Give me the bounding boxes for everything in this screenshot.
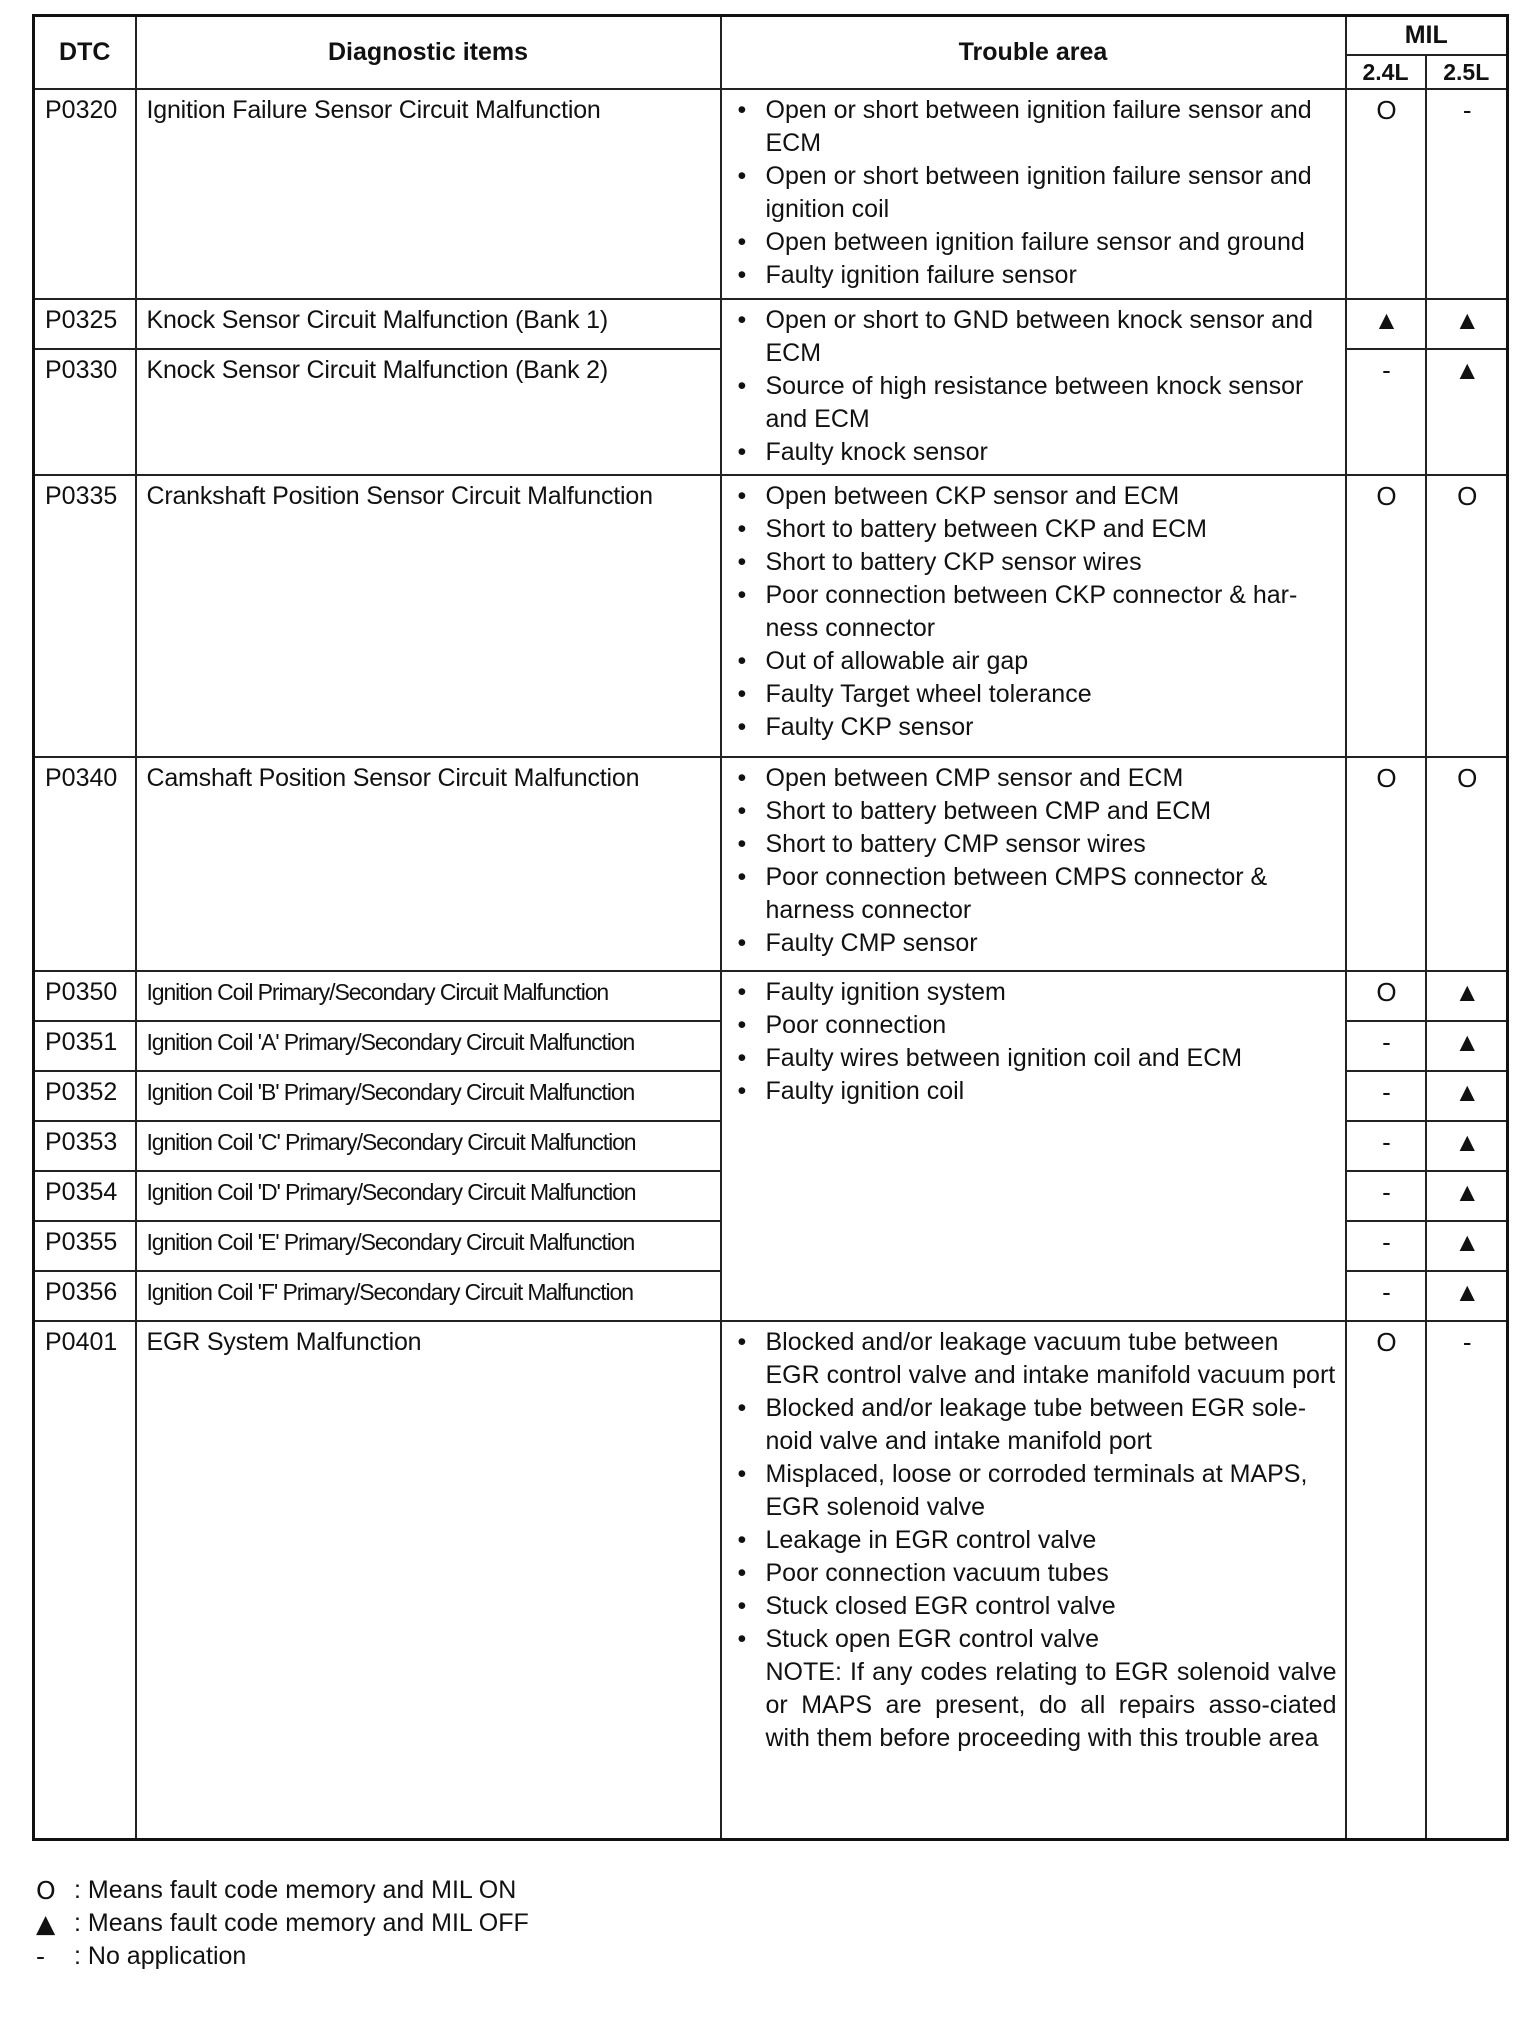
mil-2-4l: - [1346, 1021, 1426, 1071]
trouble-area-cell [721, 299, 1346, 475]
header-mil: MIL [1346, 16, 1508, 56]
table-row [34, 757, 1508, 971]
document-page [32, 14, 1506, 1841]
mil-2-4l: ▲ [1346, 299, 1426, 349]
mil-2-4l: - [1346, 1271, 1426, 1321]
mil-2-5l: ▲ [1426, 1221, 1508, 1271]
mil-2-5l: ▲ [1426, 1071, 1508, 1121]
header-dtc: DTC [34, 16, 136, 90]
mil-2-4l: O [1346, 1321, 1426, 1839]
dtc-table [32, 14, 1509, 1841]
trouble-item: • Open or short between ignition failure sensor and ECM [732, 94, 1337, 160]
mil-2-5l: O [1426, 757, 1508, 971]
table-row [34, 475, 1508, 757]
trouble-list [732, 976, 1337, 1108]
mil-2-5l: ▲ [1426, 349, 1508, 475]
diagnostic-item: Knock Sensor Circuit Malfunction (Bank 1) [136, 299, 721, 349]
diagnostic-item: Ignition Coil 'B' Primary/Secondary Circuit Malfunction [136, 1071, 721, 1121]
dtc-code: P0351 [34, 1021, 136, 1071]
trouble-item: • Faulty CKP sensor [732, 711, 1337, 744]
trouble-item: • Faulty wires between ignition coil and ECM [732, 1042, 1337, 1075]
trouble-area-cell [721, 757, 1346, 971]
table-row [34, 89, 1508, 299]
trouble-item: • Poor connection between CMPS connector & harness connector [732, 861, 1337, 927]
trouble-item: • Poor connection [732, 1009, 1337, 1042]
legend-text: : Means fault code memory and MIL ON [74, 1876, 517, 1904]
trouble-item: • Open between CMP sensor and ECM [732, 762, 1337, 795]
trouble-item: • Short to battery CKP sensor wires [732, 546, 1337, 579]
dtc-code: P0330 [34, 349, 136, 475]
legend-item [36, 1907, 529, 1940]
trouble-item: • Short to battery between CKP and ECM [732, 513, 1337, 546]
trouble-item: • Faulty Target wheel tolerance [732, 678, 1337, 711]
mil-2-5l: ▲ [1426, 1271, 1508, 1321]
mil-2-4l: O [1346, 757, 1426, 971]
dash-icon: - [36, 1942, 46, 1971]
mil-2-4l: O [1346, 89, 1426, 299]
trouble-list [732, 94, 1337, 292]
trouble-item: • Faulty ignition coil [732, 1075, 1337, 1108]
trouble-item: • Open or short between ignition failure sensor and ignition coil [732, 160, 1337, 226]
trouble-item: • Faulty CMP sensor [732, 927, 1337, 960]
trouble-item: • Stuck open EGR control valve [732, 1623, 1337, 1656]
mil-2-5l: - [1426, 1321, 1508, 1839]
diagnostic-item: EGR System Malfunction [136, 1321, 721, 1839]
diagnostic-item: Ignition Coil 'A' Primary/Secondary Circuit Malfunction [136, 1021, 721, 1071]
trouble-item: • Poor connection between CKP connector & har-ness connector [732, 579, 1337, 645]
trouble-item: • Short to battery CMP sensor wires [732, 828, 1337, 861]
egr-note: NOTE: If any codes relating to EGR solenoid valve or MAPS are present, do all repairs asso-ciated with them before proceeding with this trouble area [765, 1658, 1337, 1752]
trouble-item: • Short to battery between CMP and ECM [732, 795, 1337, 828]
diagnostic-item: Ignition Coil 'E' Primary/Secondary Circuit Malfunction [136, 1221, 721, 1271]
trouble-area-cell [721, 1321, 1346, 1839]
dtc-code: P0340 [34, 757, 136, 971]
trouble-item: • Out of allowable air gap [732, 645, 1337, 678]
mil-2-4l: - [1346, 349, 1426, 475]
triangle-icon: ▲ [36, 1909, 56, 1938]
dtc-code: P0350 [34, 971, 136, 1021]
legend-item [36, 1874, 529, 1907]
mil-2-4l: - [1346, 1171, 1426, 1221]
dtc-code: P0356 [34, 1271, 136, 1321]
trouble-area-cell [721, 475, 1346, 757]
diagnostic-item: Ignition Failure Sensor Circuit Malfunction [136, 89, 721, 299]
header-diagnostic-items: Diagnostic items [136, 16, 721, 90]
mil-2-4l: - [1346, 1071, 1426, 1121]
header-mil-2-5l: 2.5L [1426, 55, 1508, 89]
trouble-item: • Blocked and/or leakage tube between EGR sole-noid valve and intake manifold port [732, 1392, 1337, 1458]
legend-text: : Means fault code memory and MIL OFF [74, 1909, 529, 1937]
dtc-code: P0353 [34, 1121, 136, 1171]
dtc-code: P0335 [34, 475, 136, 757]
diagnostic-item: Ignition Coil Primary/Secondary Circuit Malfunction [136, 971, 721, 1021]
mil-2-4l: - [1346, 1121, 1426, 1171]
dtc-code: P0401 [34, 1321, 136, 1839]
mil-2-4l: - [1346, 1221, 1426, 1271]
trouble-list [732, 762, 1337, 960]
header-trouble-area: Trouble area [721, 16, 1346, 90]
diagnostic-item: Ignition Coil 'C' Primary/Secondary Circuit Malfunction [136, 1121, 721, 1171]
trouble-list [732, 304, 1337, 469]
trouble-item: • Open between ignition failure sensor and ground [732, 226, 1337, 259]
diagnostic-item: Crankshaft Position Sensor Circuit Malfunction [136, 475, 721, 757]
circle-icon: O [36, 1876, 56, 1905]
trouble-area-cell [721, 89, 1346, 299]
table-row [34, 299, 1508, 349]
header-mil-2-4l: 2.4L [1346, 55, 1426, 89]
mil-2-5l: - [1426, 89, 1508, 299]
trouble-list [732, 480, 1337, 744]
diagnostic-item: Camshaft Position Sensor Circuit Malfunction [136, 757, 721, 971]
diagnostic-item: Knock Sensor Circuit Malfunction (Bank 2) [136, 349, 721, 475]
mil-2-5l: ▲ [1426, 971, 1508, 1021]
trouble-item: • Stuck closed EGR control valve [732, 1590, 1337, 1623]
mil-2-5l: ▲ [1426, 1121, 1508, 1171]
legend-text: : No application [74, 1942, 247, 1970]
trouble-item: • Faulty ignition failure sensor [732, 259, 1337, 292]
trouble-item: • Open between CKP sensor and ECM [732, 480, 1337, 513]
trouble-item: • Source of high resistance between knock sensor and ECM [732, 370, 1337, 436]
dtc-code: P0320 [34, 89, 136, 299]
dtc-code: P0352 [34, 1071, 136, 1121]
table-row [34, 1321, 1508, 1839]
trouble-area-cell [721, 971, 1346, 1321]
mil-2-5l: ▲ [1426, 299, 1508, 349]
legend-item [36, 1940, 529, 1973]
diagnostic-item: Ignition Coil 'F' Primary/Secondary Circuit Malfunction [136, 1271, 721, 1321]
mil-2-5l: ▲ [1426, 1171, 1508, 1221]
trouble-item: • Misplaced, loose or corroded terminals at MAPS, EGR solenoid valve [732, 1458, 1337, 1524]
trouble-item: • Blocked and/or leakage vacuum tube between EGR control valve and intake manifold vacuum port [732, 1326, 1337, 1392]
trouble-item: • Faulty ignition system [732, 976, 1337, 1009]
mil-2-5l: O [1426, 475, 1508, 757]
mil-2-4l: O [1346, 971, 1426, 1021]
dtc-code: P0325 [34, 299, 136, 349]
mil-2-5l: ▲ [1426, 1021, 1508, 1071]
table-row [34, 971, 1508, 1021]
trouble-item: • Faulty knock sensor [732, 436, 1337, 469]
dtc-code: P0355 [34, 1221, 136, 1271]
dtc-code: P0354 [34, 1171, 136, 1221]
trouble-item: • Leakage in EGR control valve [732, 1524, 1337, 1557]
trouble-list [732, 1326, 1337, 1656]
diagnostic-item: Ignition Coil 'D' Primary/Secondary Circuit Malfunction [136, 1171, 721, 1221]
trouble-item: • Poor connection vacuum tubes [732, 1557, 1337, 1590]
trouble-item: • Open or short to GND between knock sensor and ECM [732, 304, 1337, 370]
legend [36, 1874, 529, 1973]
mil-2-4l: O [1346, 475, 1426, 757]
